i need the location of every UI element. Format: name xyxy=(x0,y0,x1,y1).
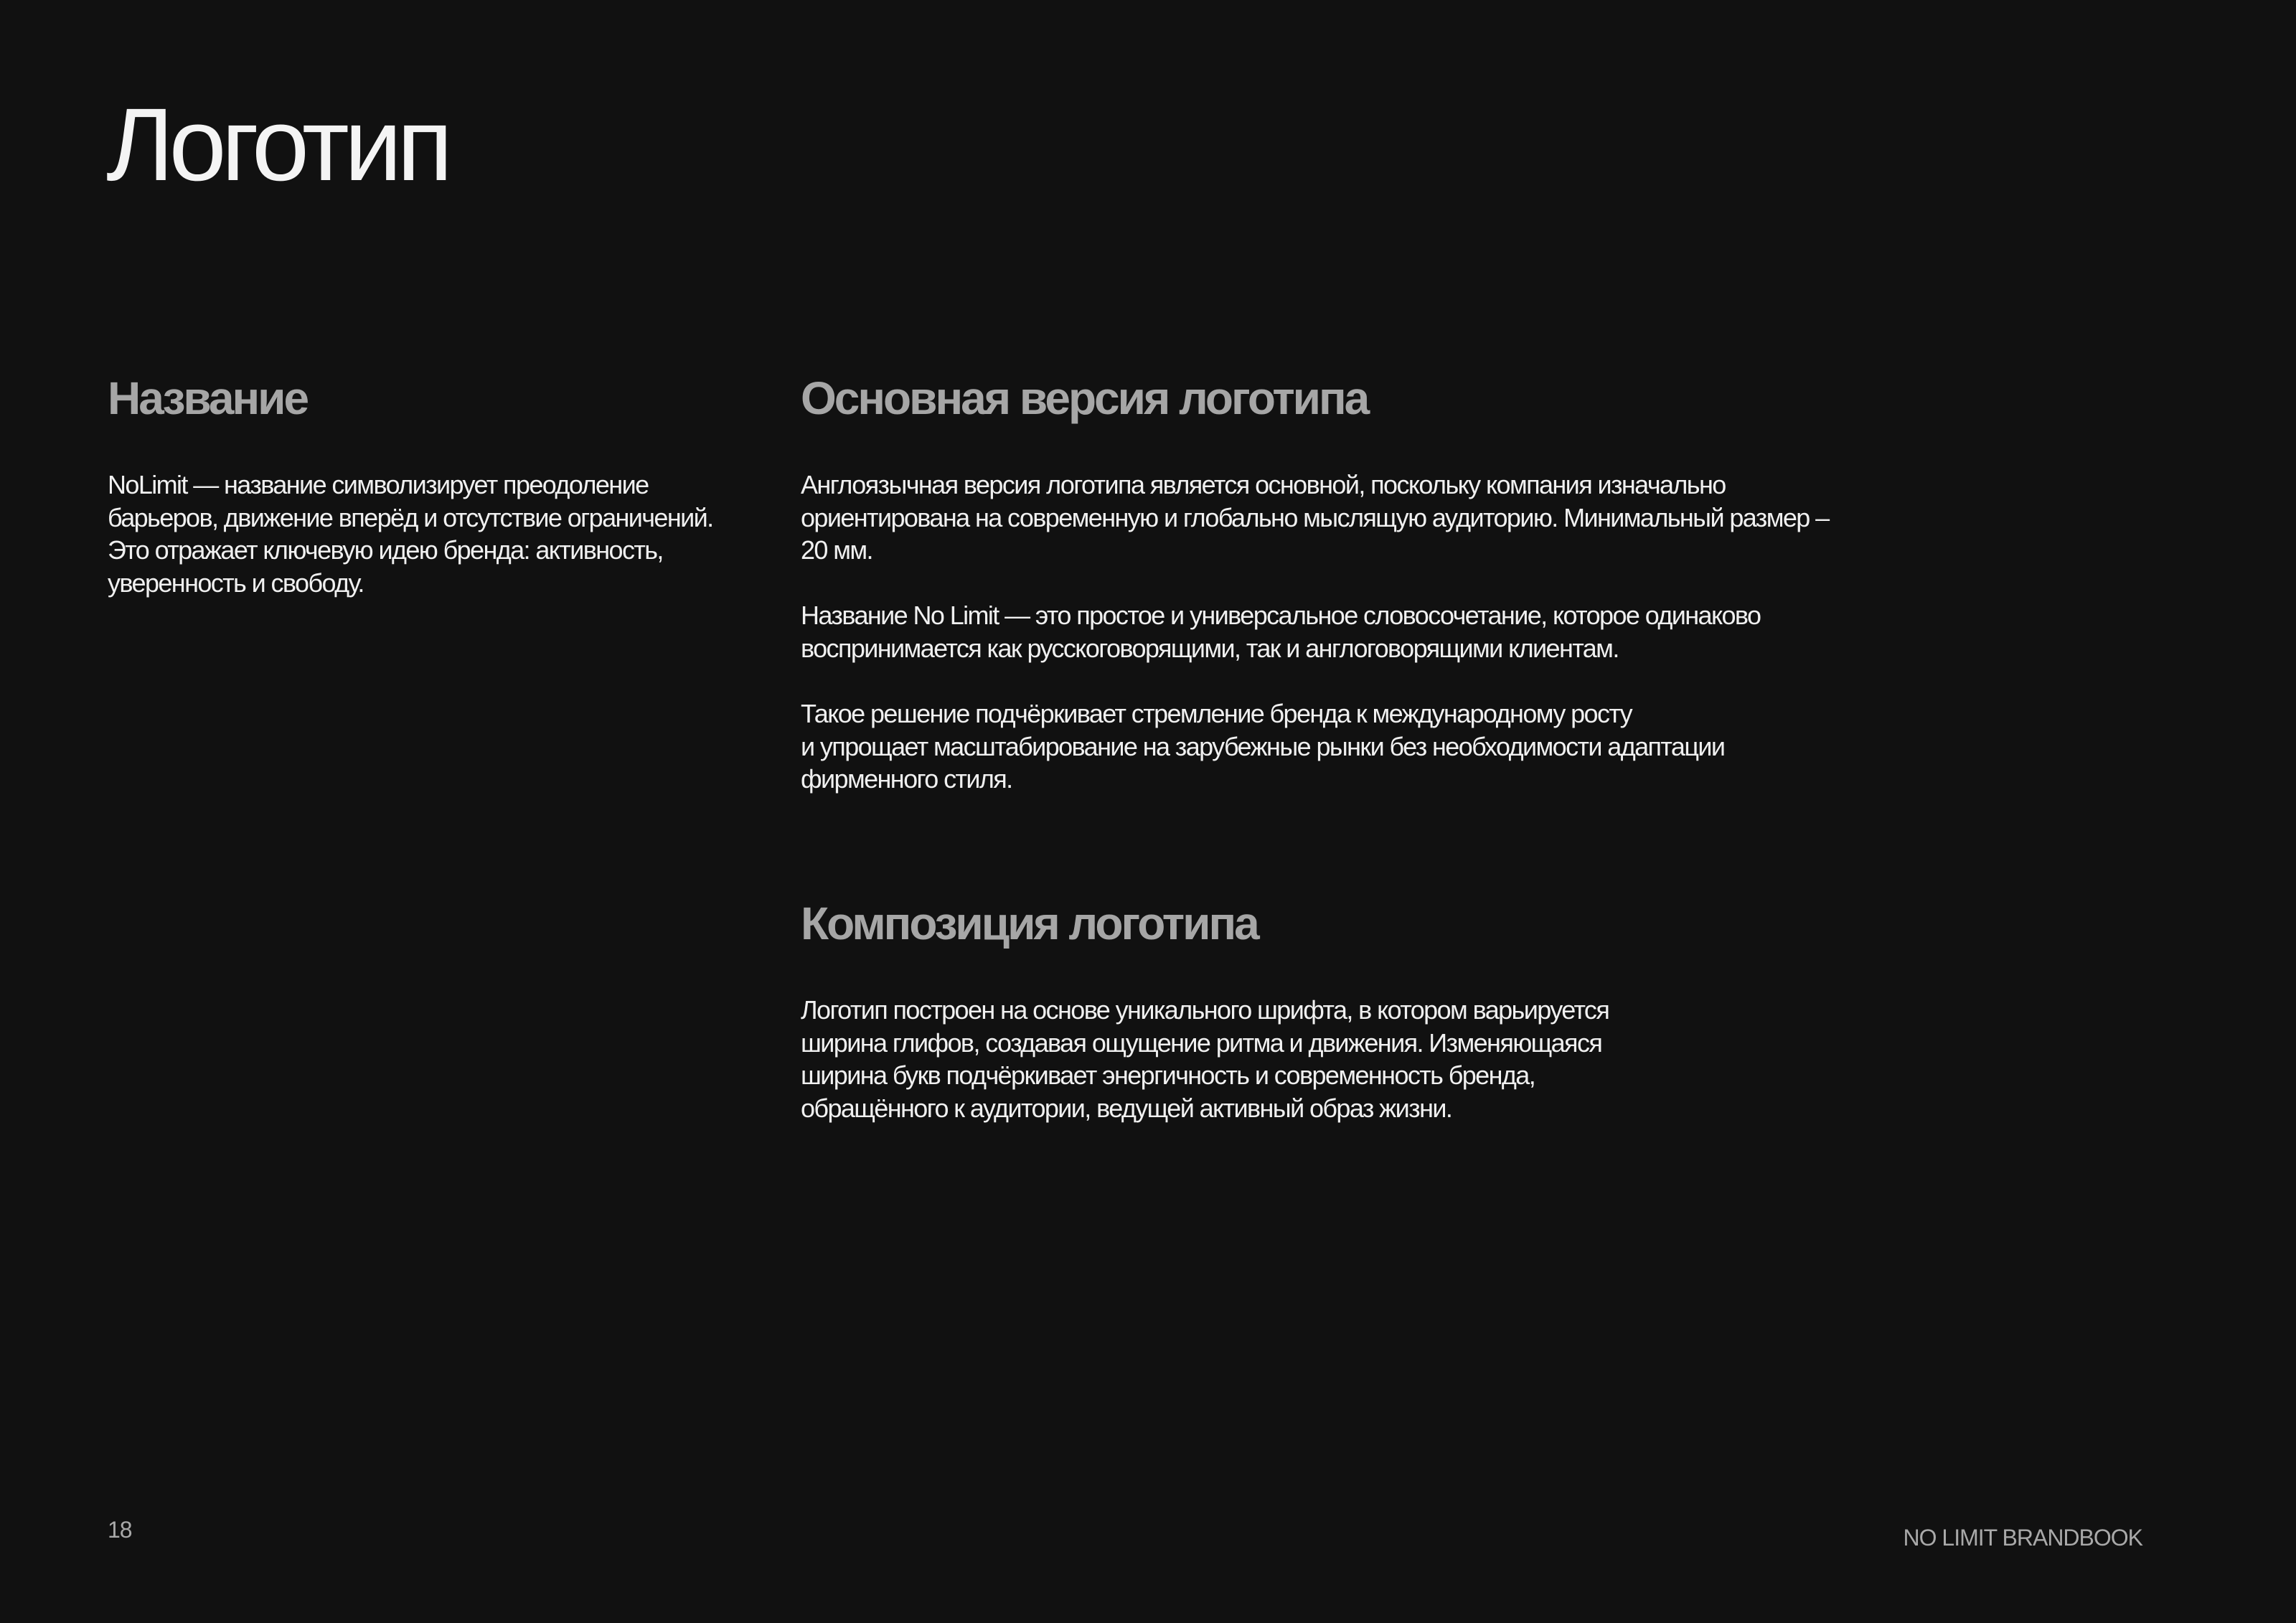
text-line: фирменного стиля. xyxy=(801,764,1012,794)
text-line: обращённого к аудитории, ведущей активный образ жизни. xyxy=(801,1093,1452,1123)
footer-brand-label: NO LIMIT BRANDBOOK xyxy=(1903,1525,2142,1551)
text-line: ширина глифов, создавая ощущение ритма и движения. Изменяющаяся xyxy=(801,1027,1602,1058)
text-line: ширина букв подчёркивает энергичность и современность бренда, xyxy=(801,1060,1535,1090)
text-line: Логотип построен на основе уникального шрифта, в котором варьируется xyxy=(801,995,1609,1025)
text-line: воспринимается как русскоговорящими, так и англоговорящими клиентам. xyxy=(801,633,1619,663)
text-line: и упрощает масштабирование на зарубежные рынки без необходимости адаптации xyxy=(801,731,1725,761)
page-title: Логотип xyxy=(106,87,448,202)
main-version-paragraph-1 xyxy=(801,469,1829,567)
main-version-paragraph-2 xyxy=(801,599,1760,664)
text-line: ориентирована на современную и глобально мыслящую аудиторию. Минимальный размер – xyxy=(801,502,1829,532)
composition-heading: Композиция логотипа xyxy=(801,898,1258,949)
text-line: Такое решение подчёркивает стремление бренда к международному росту xyxy=(801,699,1632,728)
name-section-text xyxy=(108,469,713,599)
main-version-heading: Основная версия логотипа xyxy=(801,372,1368,424)
text-line: Это отражает ключевую идею бренда: активность, xyxy=(108,535,663,565)
text-line: барьеров, движение вперёд и отсутствие ограничений. xyxy=(108,502,713,532)
composition-text xyxy=(801,994,1609,1124)
main-version-paragraph-3 xyxy=(801,697,1724,796)
text-line: NoLimit — название символизирует преодоление xyxy=(108,470,649,499)
name-section-heading: Название xyxy=(108,372,308,424)
text-line: Англоязычная версия логотипа является основной, поскольку компания изначально xyxy=(801,470,1726,499)
text-line: 20 мм. xyxy=(801,535,872,565)
page-number: 18 xyxy=(108,1517,132,1543)
text-line: уверенность и свободу. xyxy=(108,568,364,598)
text-line: Название No Limit — это простое и универсальное словосочетание, которое одинаково xyxy=(801,601,1761,630)
